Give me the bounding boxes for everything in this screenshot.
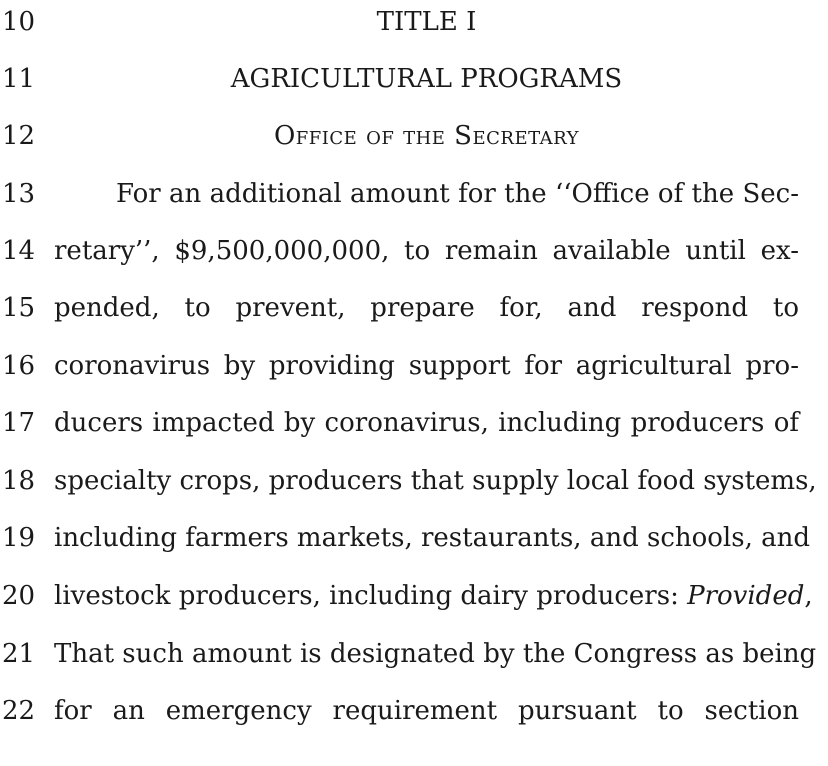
title-heading: TITLE I bbox=[376, 7, 477, 37]
line-text: for an emergency requirement pursuant to section bbox=[54, 696, 799, 726]
line-text: coronavirus by providing support for agricultural pro- bbox=[54, 351, 799, 381]
line-text bbox=[54, 578, 813, 614]
line-number: 22 bbox=[2, 696, 36, 726]
line-number: 16 bbox=[2, 351, 36, 381]
line-number: 19 bbox=[2, 523, 36, 553]
bill-line bbox=[0, 290, 828, 348]
line-number: 10 bbox=[2, 7, 36, 37]
line-number: 20 bbox=[2, 581, 36, 611]
line-text: retary’’, $9,500,000,000, to remain available until ex- bbox=[54, 236, 799, 266]
line-number: 11 bbox=[2, 64, 36, 94]
bill-line bbox=[0, 348, 828, 406]
line-number: 18 bbox=[2, 466, 36, 496]
line-text: That such amount is designated by the Congress as being bbox=[54, 639, 817, 669]
line-text: specialty crops, producers that supply local food systems, bbox=[54, 466, 817, 496]
bill-line bbox=[0, 578, 828, 636]
section-heading: AGRICULTURAL PROGRAMS bbox=[230, 64, 623, 94]
bill-line bbox=[0, 463, 828, 521]
line-number: 14 bbox=[2, 236, 36, 266]
bill-line bbox=[0, 4, 828, 62]
line-number: 13 bbox=[2, 179, 36, 209]
bill-line bbox=[0, 636, 828, 694]
line-text: ducers impacted by coronavirus, including producers of bbox=[54, 408, 799, 438]
line-text-part: livestock producers, including dairy producers: bbox=[54, 581, 688, 611]
line-number: 21 bbox=[2, 639, 36, 669]
line-text: For an additional amount for the ‘‘Office of the Sec- bbox=[116, 179, 799, 209]
bill-line bbox=[0, 520, 828, 578]
line-number: 12 bbox=[2, 121, 36, 151]
bill-line bbox=[0, 233, 828, 291]
bill-line bbox=[0, 118, 828, 176]
line-number: 15 bbox=[2, 293, 36, 323]
line-number: 17 bbox=[2, 408, 36, 438]
line-text: including farmers markets, restaurants, and schools, and bbox=[54, 523, 811, 553]
bill-line bbox=[0, 405, 828, 463]
bill-line bbox=[0, 61, 828, 119]
subsection-heading: Office of the Secretary bbox=[273, 121, 580, 151]
line-text-part: , bbox=[804, 581, 813, 611]
line-text: pended, to prevent, prepare for, and respond to bbox=[54, 293, 799, 323]
provided-italic: Provided bbox=[687, 581, 805, 611]
bill-line bbox=[0, 176, 828, 234]
bill-line bbox=[0, 693, 828, 751]
